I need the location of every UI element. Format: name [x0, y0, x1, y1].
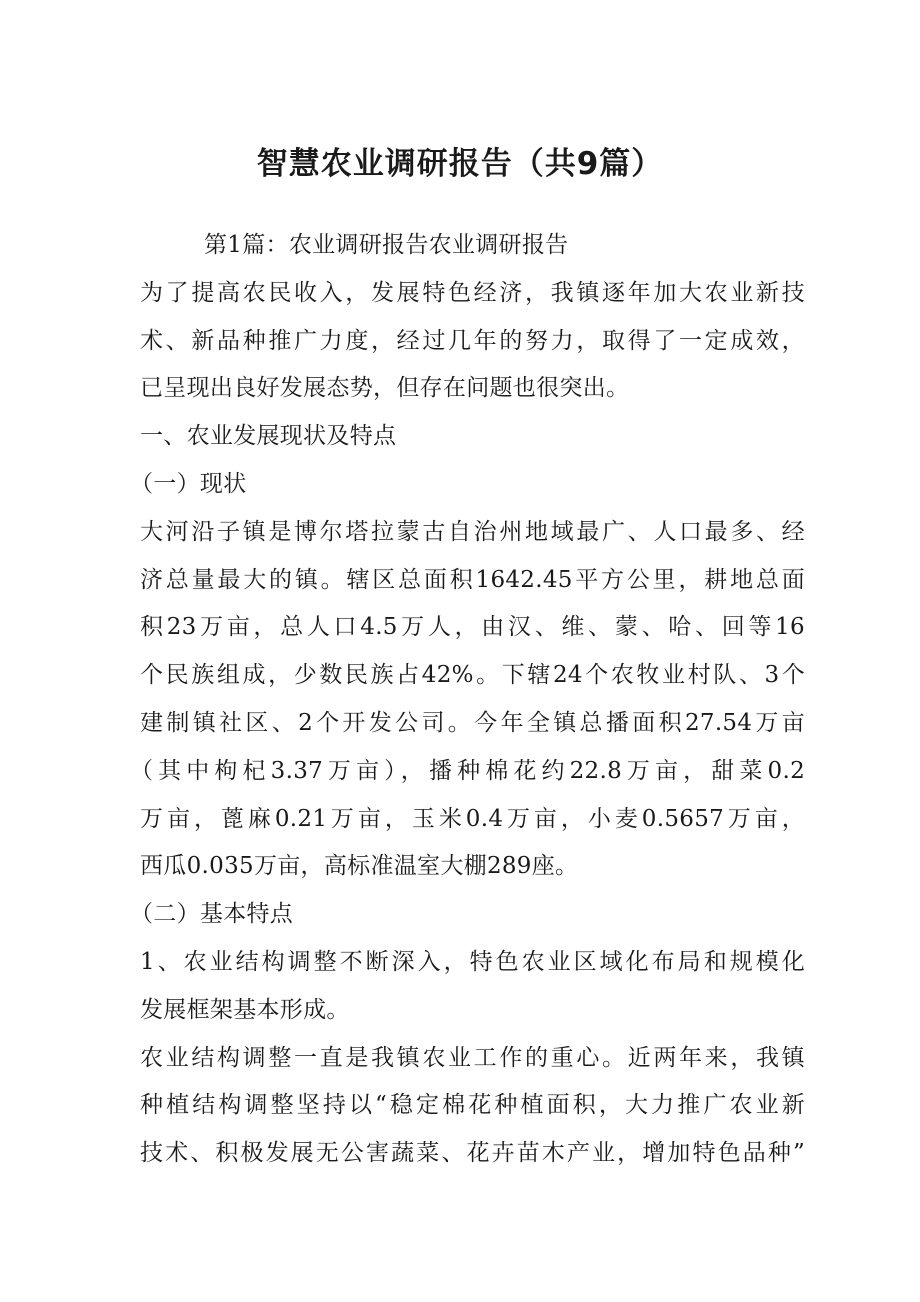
paragraph-line: 万亩，蓖麻0.21万亩，玉米0.4万亩，小麦0.5657万亩， [140, 805, 805, 832]
paragraph-line: 术、新品种推广力度，经过几年的努力，取得了一定成效， [140, 327, 805, 354]
paragraph-line: 济总量最大的镇。辖区总面积1642.45平方公里，耕地总面 [140, 566, 805, 593]
paragraph-line: （其中枸杞3.37万亩），播种棉花约22.8万亩，甜菜0.2 [130, 757, 805, 784]
document-title: 智慧农业调研报告（共9篇） [256, 146, 664, 182]
paragraph-line: 已呈现出良好发展态势，但存在问题也很突出。 [140, 375, 630, 402]
paragraph-line: 西瓜0.035万亩，高标准温室大棚289座。 [140, 853, 579, 880]
paragraph-line: 大河沿子镇是博尔塔拉蒙古自治州地域最广、人口最多、经 [140, 518, 805, 545]
document-body [130, 222, 805, 1178]
paragraph-line: 技术、积极发展无公害蔬菜、花卉苗木产业，增加特色品种” [140, 1140, 805, 1167]
subsection-heading-1: （一）现状 [130, 470, 247, 497]
section-heading-1: 一、农业发展现状及特点 [140, 423, 397, 450]
paragraph-line: 种植结构调整坚持以“稳定棉花种植面积，大力推广农业新 [140, 1092, 805, 1119]
section-heading-part-1: 第1篇：农业调研报告农业调研报告 [204, 232, 569, 258]
paragraph-line: 建制镇社区、2个开发公司。今年全镇总播面积27.54万亩 [140, 709, 805, 736]
paragraph-line: 为了提高农民收入，发展特色经济，我镇逐年加大农业新技 [140, 279, 805, 306]
paragraph-line: 农业结构调整一直是我镇农业工作的重心。近两年来，我镇 [140, 1044, 805, 1071]
subsection-heading-2: （二）基本特点 [130, 901, 294, 928]
paragraph-line: 积23万亩，总人口4.5万人，由汉、维、蒙、哈、回等16 [140, 614, 805, 641]
paragraph-line: 发展框架基本形成。 [140, 996, 350, 1023]
paragraph-line: 个民族组成，少数民族占42%。下辖24个农牧业村队、3个 [140, 662, 805, 689]
paragraph-line: 1、农业结构调整不断深入，特色农业区域化布局和规模化 [140, 948, 805, 975]
